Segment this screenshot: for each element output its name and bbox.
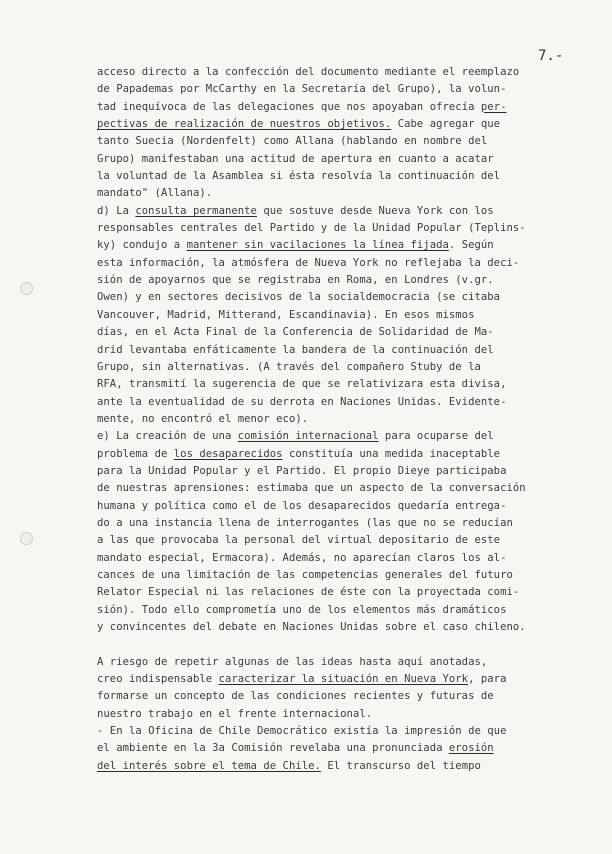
text-segment: tanto Suecia (Nordenfelt) como Allana (hablando en nombre del <box>97 135 488 148</box>
underlined-text: los desaparecidos <box>173 447 283 460</box>
text-line <box>97 498 597 515</box>
text-line <box>97 203 597 220</box>
underlined-text: erosión <box>448 742 494 755</box>
text-line <box>97 307 597 324</box>
text-segment: do a una instancia llena de interrogantes (las que no se reducían <box>97 516 513 529</box>
text-line <box>97 723 597 740</box>
text-line <box>97 116 597 133</box>
underlined-text: per- <box>480 100 507 113</box>
text-segment: Grupo, sin alternativas. (A través del compañero Stuby de la <box>97 360 481 373</box>
text-segment: tad inequívoca de las delegaciones que nos apoyaban ofrecía <box>97 100 481 113</box>
text-line <box>97 151 597 168</box>
text-segment: Cabe agregar que <box>391 118 501 131</box>
text-line <box>97 550 597 567</box>
text-segment: creo indispensable <box>97 673 219 686</box>
text-segment: la voluntad de la Asamblea si ésta resolvía la continuación del <box>97 170 501 183</box>
text-segment: a las que provocaba la personal del virtual depositario de este <box>97 534 501 547</box>
punch-hole-mark <box>20 532 33 545</box>
text-segment: mandato especial, Ermacora). Además, no aparecían claros los al- <box>97 551 507 564</box>
text-line <box>97 584 597 601</box>
text-line <box>97 758 597 775</box>
text-segment: ante la eventualidad de su derrota en Naciones Unidas. Evidente- <box>97 395 507 408</box>
text-line <box>97 289 597 306</box>
text-line <box>97 446 597 463</box>
text-segment: responsables centrales del Partido y de la Unidad Popular (Teplins- <box>97 222 526 235</box>
text-segment: d) La <box>97 204 136 217</box>
text-segment: formarse un concepto de las condiciones recientes y futuras de <box>97 690 494 703</box>
text-line <box>97 359 597 376</box>
underlined-text: pectivas de realización de nuestros objetivos. <box>97 118 392 131</box>
text-segment: RFA, transmití la sugerencia de que se relativizara esta divisa, <box>97 378 507 391</box>
text-line <box>97 185 597 202</box>
text-line <box>97 220 597 237</box>
text-segment: para ocuparse del <box>378 430 494 443</box>
text-segment: Grupo) manifestaban una actitud de apertura en cuanto a acatar <box>97 152 494 165</box>
text-line <box>97 619 597 636</box>
text-segment: y convincentes del debate en Naciones Unidas sobre el caso chileno. <box>97 621 526 633</box>
text-segment: A riesgo de repetir algunas de las ideas hasta aquí anotadas, <box>97 655 488 668</box>
text-segment: - En la Oficina de Chile Democrático existía la impresión de que <box>97 725 507 738</box>
text-line <box>97 64 597 81</box>
punch-hole-mark <box>20 282 33 295</box>
underlined-text: del interés sobre el tema de Chile. <box>97 759 321 772</box>
text-line <box>97 255 597 272</box>
text-line <box>97 272 597 289</box>
text-segment: Relator Especial ni las relaciones de éste con la proyectada comi- <box>97 586 520 599</box>
body-text <box>97 64 597 775</box>
underlined-text: mantener sin vacilaciones la línea fijada <box>186 239 449 252</box>
page-number: 7.- <box>538 48 564 64</box>
text-line <box>97 515 597 532</box>
underlined-text: comisión internacional <box>237 430 379 443</box>
text-segment: sión de apoyarnos que se registraba en Roma, en Londres (v.gr. <box>97 274 494 287</box>
text-line <box>97 81 597 98</box>
text-segment: drid levantaba enfáticamente la bandera de la continuación del <box>97 343 494 356</box>
text-segment: acceso directo a la confección del documento mediante el reemplazo <box>97 66 520 78</box>
text-line <box>97 706 597 723</box>
text-line <box>97 168 597 185</box>
text-segment: días, en el Acta Final de la Conferencia de Solidaridad de Ma- <box>97 326 494 339</box>
text-segment: , para <box>468 673 507 686</box>
text-segment: El transcurso del tiempo <box>320 759 481 772</box>
text-line <box>97 654 597 671</box>
text-segment: el ambiente en la 3a Comisión revelaba una pronunciada <box>97 742 449 755</box>
text-line <box>97 532 597 549</box>
text-segment: sión). Todo ello comprometía uno de los elementos más dramáticos <box>97 603 507 616</box>
text-line <box>97 602 597 619</box>
text-line <box>97 376 597 393</box>
text-segment: que sostuve desde Nueva York con los <box>256 204 494 217</box>
underlined-text: consulta permanente <box>135 204 257 217</box>
text-segment: ky) condujo a <box>97 239 187 252</box>
text-segment: constituía una medida inaceptable <box>282 447 501 460</box>
text-segment: esta información, la atmósfera de Nueva York no reflejaba la deci- <box>97 256 520 269</box>
text-line <box>97 394 597 411</box>
text-segment: mente, no encontró el menor eco). <box>97 412 309 425</box>
text-segment: para la Unidad Popular y el Partido. El propio Dieye participaba <box>97 464 507 477</box>
text-segment: de Papademas por McCarthy en la Secretaría del Grupo), la volun- <box>97 83 507 96</box>
text-line <box>97 688 597 705</box>
text-line <box>97 428 597 445</box>
text-line <box>97 480 597 497</box>
text-segment: mandato" (Allana). <box>97 187 213 200</box>
text-segment: de nuestras aprensiones: estimaba que un aspecto de la conversación <box>97 482 526 495</box>
text-segment: nuestro trabajo en el frente internacional. <box>97 707 373 720</box>
text-segment: cances de una limitación de las competencias generales del futuro <box>97 568 513 581</box>
text-line <box>97 342 597 359</box>
text-segment: e) La creación de una <box>97 430 238 443</box>
text-segment: . Según <box>448 239 494 252</box>
text-line <box>97 411 597 428</box>
blank-line <box>97 636 597 653</box>
text-line <box>97 671 597 688</box>
text-segment: problema de <box>97 447 174 460</box>
text-line <box>97 237 597 254</box>
text-segment: Vancouver, Madrid, Mitterand, Escandinavia). En esos mismos <box>97 308 475 321</box>
text-line <box>97 99 597 116</box>
text-line <box>97 740 597 757</box>
text-line <box>97 567 597 584</box>
text-line <box>97 133 597 150</box>
text-line <box>97 463 597 480</box>
underlined-text: caracterizar la situación en Nueva York <box>218 673 469 686</box>
text-line <box>97 324 597 341</box>
text-segment: humana y política como el de los desaparecidos quedaría entrega- <box>97 499 507 512</box>
text-segment: Owen) y en sectores decisivos de la socialdemocracia (se citaba <box>97 291 501 304</box>
